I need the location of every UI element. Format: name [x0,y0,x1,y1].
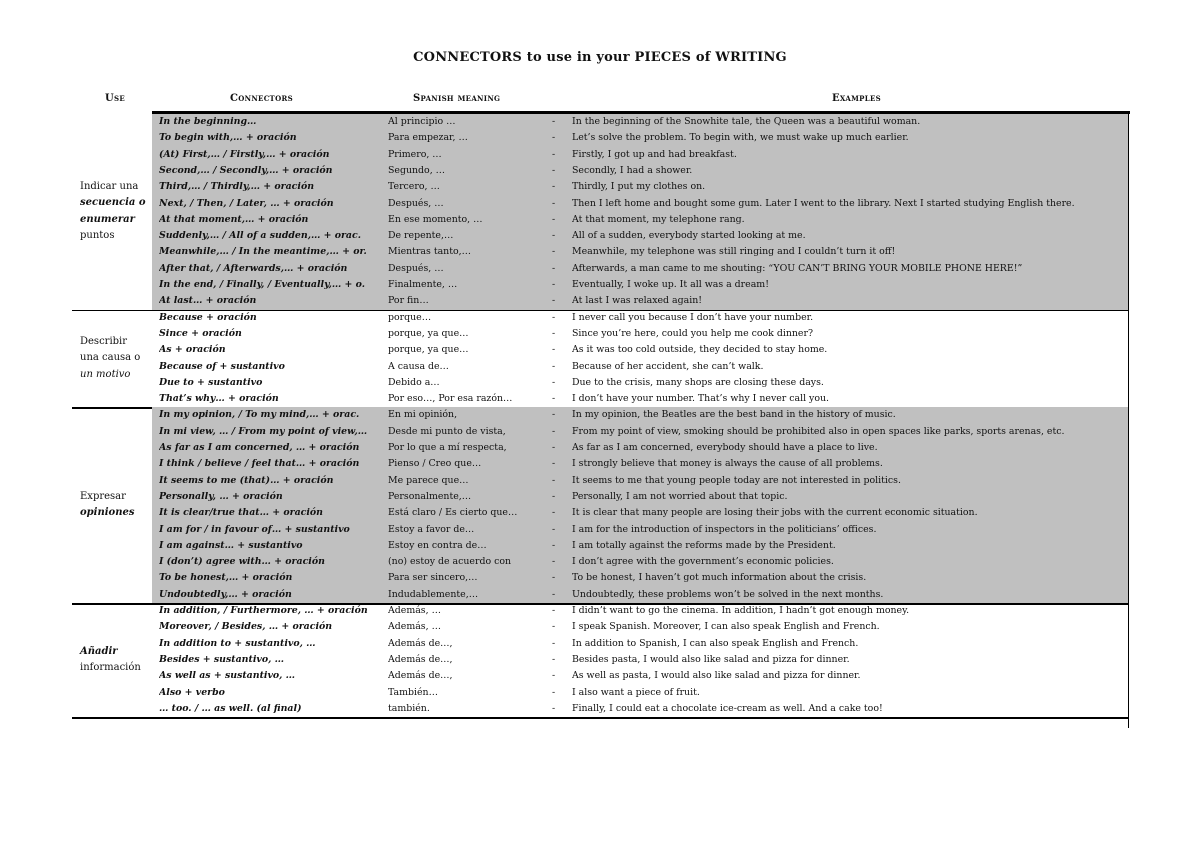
connector-cell: Because + oración [159,311,257,323]
example-cell: In the beginning of the Snowhite tale, the Queen was a beautiful woman. [572,116,921,127]
table-row [152,228,1128,244]
example-cell: I speak Spanish. Moreover, I can also speak English and French. [572,621,880,633]
connector-cell: I am against… + sustantivo [159,539,303,551]
connector-cell: Undoubtedly,… + oración [159,588,292,600]
dash-cell: - [552,507,556,519]
spanish-cell: Pienso / Creo que… [388,458,482,470]
example-cell: It is clear that many people are losing their jobs with the current economic situation. [572,507,978,519]
example-cell: As far as I am concerned, everybody should have a place to live. [572,442,878,453]
header-use: Use [105,93,126,104]
use-label [80,644,150,677]
dash-cell: - [552,213,556,225]
dash-cell: - [552,164,556,176]
connector-cell: In addition to + sustantivo, … [159,637,316,649]
table-row [152,391,1128,407]
example-cell: At last I was relaxed again! [572,295,703,307]
example-cell: At that moment, my telephone rang. [572,213,745,225]
connector-cell: I (don’t) agree with… + oración [159,556,325,568]
example-cell: I am totally against the reforms made by the President. [572,539,836,551]
connector-cell: In my opinion, / To my mind,… + orac. [159,409,360,421]
connector-cell: I think / believe / feel that… + oración [159,458,360,470]
dash-cell: - [552,230,556,242]
spanish-cell: Además de…, [388,670,453,682]
spanish-cell: También… [388,686,438,698]
connector-cell: (At) First,… / Firstly,… + oración [159,148,330,160]
spanish-cell: también. [388,702,430,714]
table-row [152,489,1128,505]
connector-cell: To be honest,… + oración [159,572,293,584]
example-cell: Personally, I am not worried about that topic. [572,490,788,502]
use-label [80,179,150,244]
dash-cell: - [552,474,556,486]
example-cell: Thirdly, I put my clothes on. [572,181,706,193]
use-label-line: Indicar una [80,181,139,193]
dash-cell: - [552,621,556,633]
dash-cell: - [552,637,556,649]
connector-cell: It is clear/true that… + oración [159,507,323,519]
example-cell: Since you’re here, could you help me cook dinner? [572,327,813,339]
dash-cell: - [552,490,556,502]
connector-cell: Since + oración [159,327,242,339]
table-row [152,293,1128,309]
table-row [152,375,1128,391]
connector-cell: As well as + sustantivo, … [159,670,296,682]
connector-cell: Due to + sustantivo [159,376,263,388]
connector-cell: As far as I am concerned, … + oración [159,442,360,453]
table-row [152,603,1128,619]
dash-cell: - [552,702,556,714]
table-row [152,342,1128,358]
table-row [152,505,1128,521]
dash-cell: - [552,686,556,698]
spanish-cell: Indudablemente,… [388,588,479,600]
header-spanish-meaning: Spanish meaning [413,93,501,104]
header-connectors: Connectors [230,93,293,104]
table-row [152,424,1128,440]
spanish-cell: Estoy a favor de… [388,523,475,535]
page-title: CONNECTORS to use in your PIECES of WRITING [413,50,787,65]
spanish-cell: Personalmente,… [388,490,472,502]
spanish-cell: Después, … [388,197,444,209]
connector-cell: Because of + sustantivo [159,360,285,372]
use-label-line: Expresar [80,490,126,502]
table-row [152,554,1128,570]
example-cell: I don’t agree with the government’s economic policies. [572,556,834,568]
dash-cell: - [552,246,556,258]
table-row [152,522,1128,538]
connector-cell: Moreover, / Besides, … + oración [159,621,333,633]
table-right-border [1128,113,1129,728]
connector-cell: … too. / … as well. (al final) [159,702,302,714]
dash-cell: - [552,572,556,584]
example-cell: It seems to me that young people today are not interested in politics. [572,474,901,486]
use-label-line: puntos [80,230,115,242]
table-row [152,473,1128,489]
spanish-cell: En ese momento, … [388,213,483,225]
table-row [152,147,1128,163]
spanish-cell: Además, … [388,621,441,633]
connector-cell: That’s why… + oración [159,393,279,405]
example-cell: Secondly, I had a shower. [572,164,693,176]
dash-cell: - [552,148,556,160]
spanish-cell: Primero, … [388,148,442,160]
dash-cell: - [552,311,556,323]
example-cell: As well as pasta, I would also like salad and pizza for dinner. [572,670,861,682]
example-cell: Let’s solve the problem. To begin with, we must wake up much earlier. [572,132,909,144]
spanish-cell: Por eso…, Por esa razón… [388,393,513,405]
connector-cell: Also + verbo [159,686,225,698]
connector-cell: Suddenly,… / All of a sudden,… + orac. [159,230,361,242]
spanish-cell: Está claro / Es cierto que… [388,507,518,519]
spanish-cell: Por lo que a mí respecta, [388,442,507,453]
dash-cell: - [552,197,556,209]
example-cell: I never call you because I don’t have your number. [572,311,814,323]
spanish-cell: Desde mi punto de vista, [388,425,506,437]
table-row [152,310,1128,326]
spanish-cell: porque… [388,311,432,323]
spanish-cell: A causa de… [388,360,449,372]
connector-cell: Next, / Then, / Later, … + oración [159,197,334,209]
dash-cell: - [552,181,556,193]
table-row [152,587,1128,603]
connector-cell: It seems to me (that)… + oración [159,474,334,486]
spanish-cell: porque, ya que… [388,327,469,339]
spanish-cell: Debido a… [388,376,440,388]
table-row [152,456,1128,472]
dash-cell: - [552,458,556,470]
dash-cell: - [552,653,556,665]
example-cell: Undoubtedly, these problems won’t be solved in the next months. [572,588,884,600]
table-row [152,440,1128,456]
spanish-cell: (no) estoy de acuerdo con [388,556,512,568]
table-row [152,701,1128,717]
use-label-line: secuencia o [80,197,146,209]
table-row [152,244,1128,260]
example-cell: I don’t have your number. That’s why I never call you. [572,393,830,405]
table-row [152,652,1128,668]
connector-cell: In the end, / Finally, / Eventually,… + o. [159,279,366,290]
use-label-line: opiniones [80,507,135,519]
dash-cell: - [552,409,556,421]
table-row [152,179,1128,195]
table-row [152,570,1128,586]
spanish-cell: Además, … [388,605,441,616]
connector-cell: As + oración [159,344,226,356]
dash-cell: - [552,588,556,600]
spanish-cell: Después, … [388,262,444,274]
spanish-cell: porque, ya que… [388,344,469,356]
example-cell: In my opinion, the Beatles are the best band in the history of music. [572,409,896,421]
example-cell: Eventually, I woke up. It all was a dream! [572,279,769,290]
spanish-cell: Al principio … [388,116,456,127]
connector-cell: Personally, … + oración [159,490,283,502]
use-label-line: un motivo [80,368,131,380]
spanish-cell: Estoy en contra de… [388,539,487,551]
header-examples: Examples [832,93,881,104]
dash-cell: - [552,539,556,551]
example-cell: Because of her accident, she can’t walk. [572,360,764,372]
spanish-cell: Mientras tanto,… [388,246,471,258]
spanish-cell: Además de…, [388,637,453,649]
example-cell: To be honest, I haven’t got much information about the crisis. [572,572,867,584]
example-cell: Then I left home and bought some gum. Later I went to the library. Next I started studying English there. [572,197,1075,209]
example-cell: Afterwards, a man came to me shouting: “YOU CAN’T BRING YOUR MOBILE PHONE HERE!” [572,262,1023,274]
use-label [80,334,150,383]
dash-cell: - [552,360,556,372]
table-row [152,685,1128,701]
dash-cell: - [552,605,556,616]
connector-cell: After that, / Afterwards,… + oración [159,262,348,274]
example-cell: Meanwhile, my telephone was still ringing and I couldn’t turn it off! [572,246,896,258]
use-label-line: enumerar [80,213,135,225]
spanish-cell: Para empezar, … [388,132,468,144]
connector-cell: In mi view, … / From my point of view,… [159,425,368,437]
example-cell: Besides pasta, I would also like salad and pizza for dinner. [572,653,850,665]
dash-cell: - [552,556,556,568]
example-cell: In addition to Spanish, I can also speak English and French. [572,637,859,649]
dash-cell: - [552,279,556,290]
table-row [152,326,1128,342]
spanish-cell: Tercero, … [388,181,440,193]
use-label-line: Añadir [80,645,118,657]
table-row [152,130,1128,146]
dash-cell: - [552,344,556,356]
example-cell: I also want a piece of fruit. [572,686,700,698]
dash-cell: - [552,132,556,144]
table-row [152,114,1128,130]
dash-cell: - [552,376,556,388]
dash-cell: - [552,523,556,535]
table-row [152,619,1128,635]
example-cell: All of a sudden, everybody started looking at me. [572,230,806,242]
table-row [152,277,1128,293]
spanish-cell: Por fin… [388,295,429,307]
dash-cell: - [552,425,556,437]
table-row [152,261,1128,277]
table-row [152,212,1128,228]
example-cell: I am for the introduction of inspectors in the politicians’ offices. [572,523,877,535]
spanish-cell: En mi opinión, [388,409,458,421]
spanish-cell: Finalmente, … [388,279,458,290]
connector-cell: At that moment,… + oración [159,213,309,225]
connector-cell: Third,… / Thirdly,… + oración [159,181,315,193]
dash-cell: - [552,442,556,453]
connector-cell: To begin with,… + oración [159,132,297,144]
connector-cell: In addition, / Furthermore, … + oración [159,605,368,616]
example-cell: I didn’t want to go the cinema. In addition, I hadn’t got enough money. [572,605,910,616]
connector-cell: Second,… / Secondly,… + oración [159,164,333,176]
spanish-cell: De repente,… [388,230,454,242]
use-label-line: Describir [80,336,128,348]
connector-cell: Besides + sustantivo, … [159,653,284,665]
dash-cell: - [552,393,556,405]
dash-cell: - [552,262,556,274]
example-cell: Finally, I could eat a chocolate ice-cream as well. And a cake too! [572,702,883,714]
table-row [152,407,1128,423]
use-label [80,489,150,522]
example-cell: Firstly, I got up and had breakfast. [572,148,737,160]
dash-cell: - [552,116,556,127]
connector-cell: I am for / in favour of… + sustantivo [159,523,350,535]
example-cell: I strongly believe that money is always the cause of all problems. [572,458,883,470]
connector-cell: At last… + oración [159,295,257,307]
use-label-line: información [80,662,141,674]
example-cell: From my point of view, smoking should be prohibited also in open spaces like parks, sports arenas, etc. [572,425,1065,437]
table-row [152,359,1128,375]
spanish-cell: Me parece que… [388,474,469,486]
example-cell: Due to the crisis, many shops are closing these days. [572,376,824,388]
connector-cell: Meanwhile,… / In the meantime,… + or. [159,246,367,258]
spanish-cell: Para ser sincero,… [388,572,478,584]
table-row [152,636,1128,652]
spanish-cell: Además de…, [388,653,453,665]
table-row [152,668,1128,684]
table-row [152,163,1128,179]
dash-cell: - [552,327,556,339]
spanish-cell: Segundo, … [388,164,446,176]
dash-cell: - [552,670,556,682]
table-row [152,538,1128,554]
dash-cell: - [552,295,556,307]
group-separator [72,717,1129,719]
table-row [152,196,1128,212]
use-label-line: una causa o [80,352,141,364]
example-cell: As it was too cold outside, they decided to stay home. [572,344,828,356]
connector-cell: In the beginning… [159,116,257,127]
